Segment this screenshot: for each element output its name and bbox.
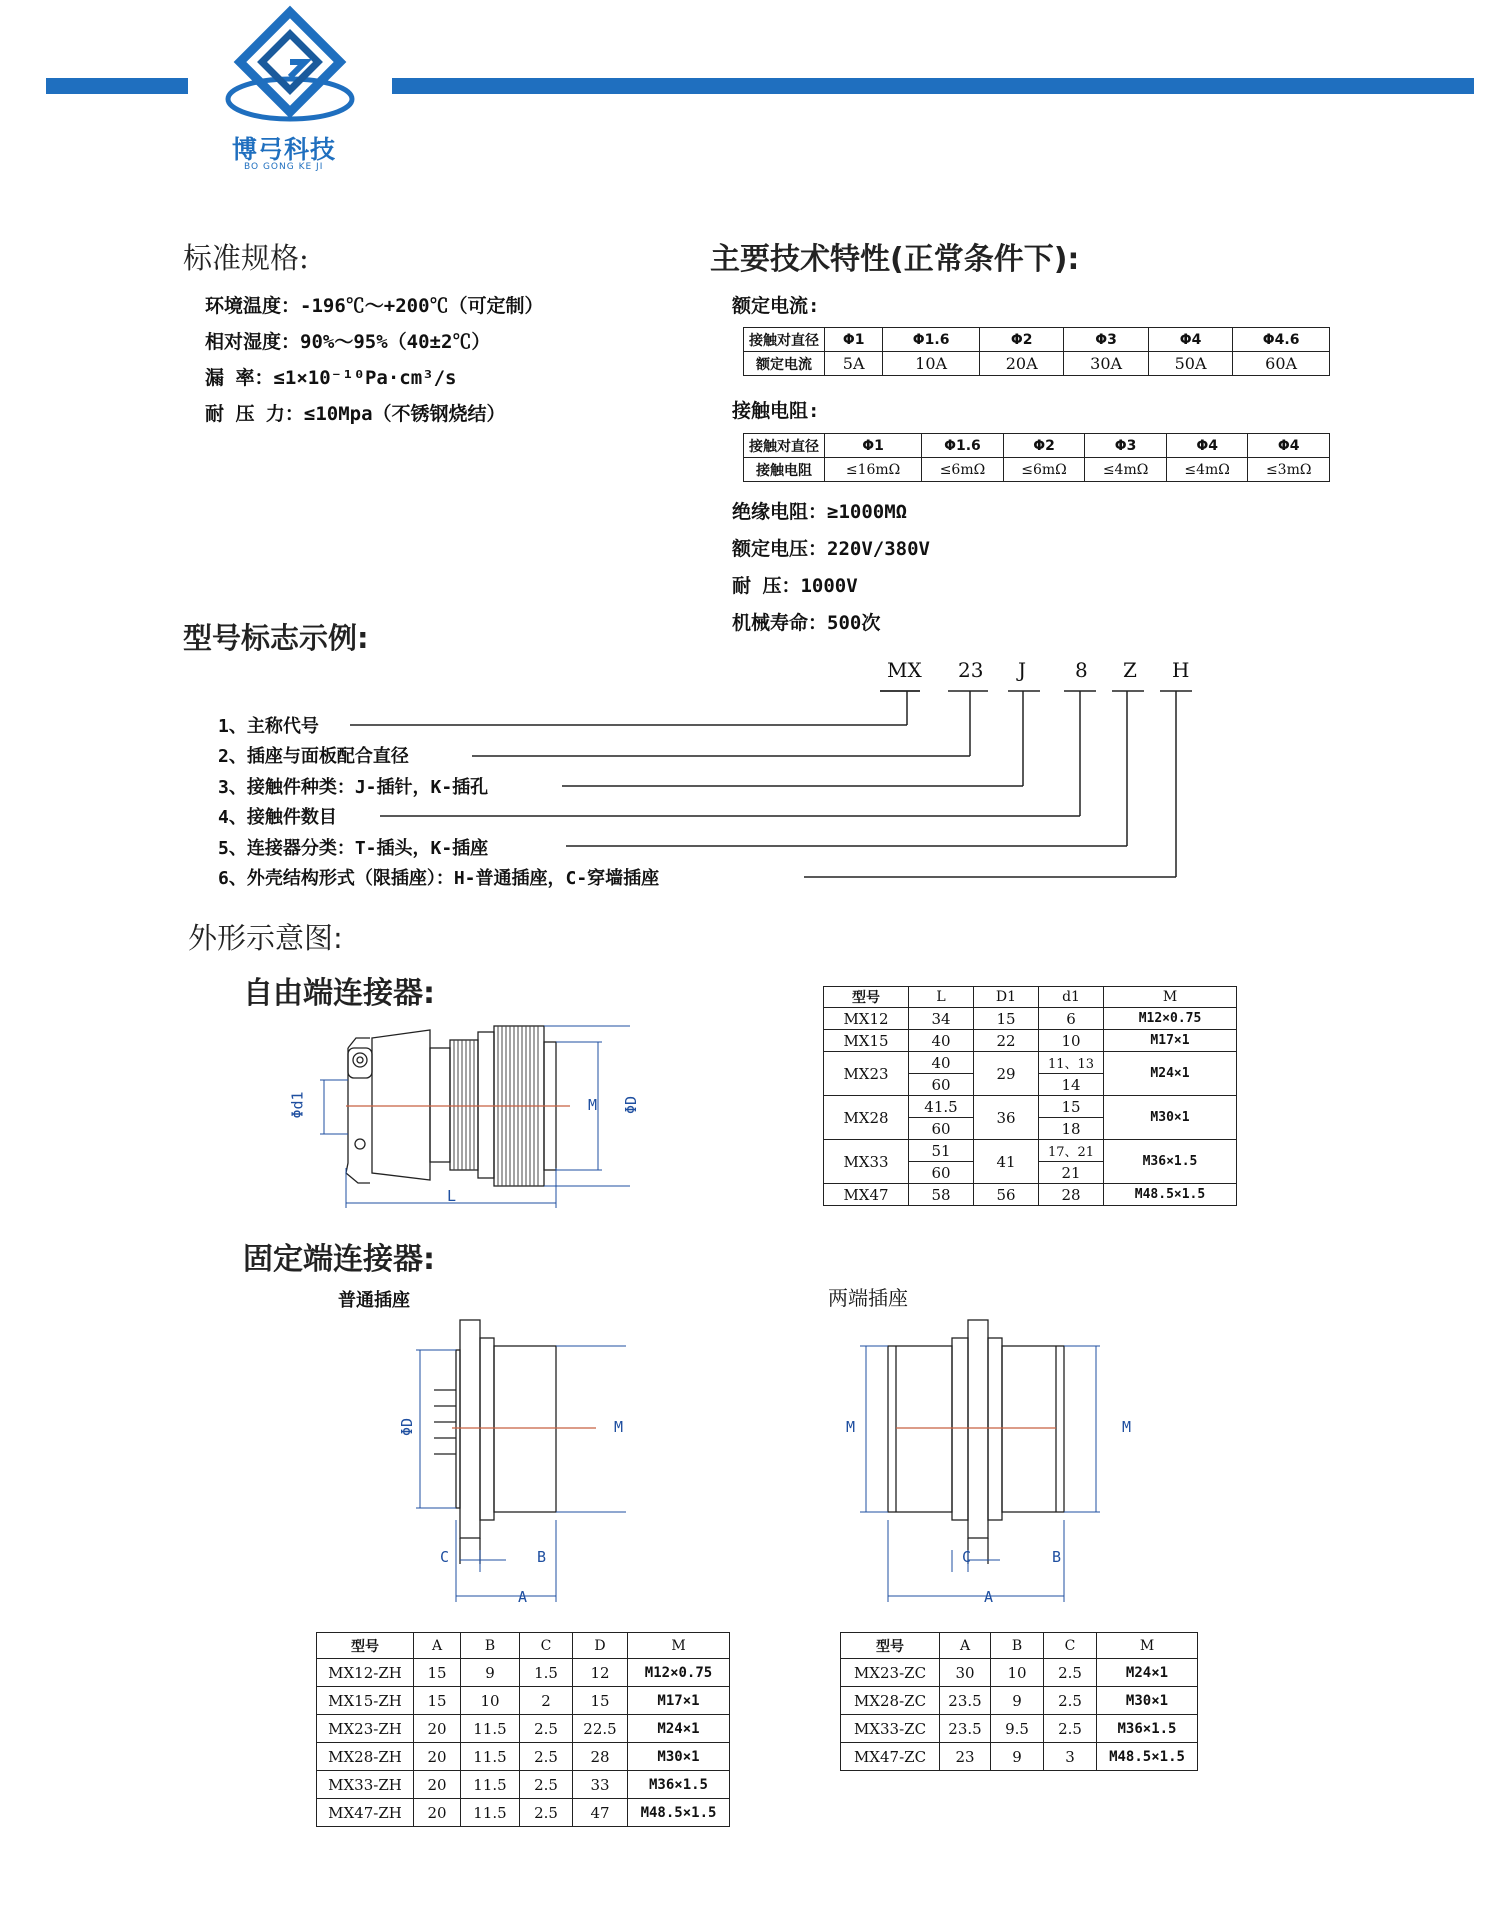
table-cell: 60 xyxy=(909,1074,974,1096)
current-table xyxy=(743,327,1330,376)
table-cell: 11.5 xyxy=(461,1715,520,1743)
wall-socket-label: 两端插座 xyxy=(828,1286,908,1310)
dim-label-B: B xyxy=(1052,1548,1062,1566)
tech-title: 主要技术特性(正常条件下): xyxy=(710,242,1080,277)
table-row xyxy=(824,1140,1237,1162)
table-cell: 40 xyxy=(909,1030,974,1052)
table-cell: MX28-ZC xyxy=(841,1687,940,1715)
table-header: L xyxy=(909,987,974,1008)
dim-label-A: A xyxy=(984,1588,994,1606)
table-cell: 11.5 xyxy=(461,1743,520,1771)
table-cell: 2.5 xyxy=(1044,1687,1097,1715)
model-item: 3、接触件种类：J-插针，K-插孔 xyxy=(218,776,489,798)
tech-prop: 绝缘电阻：≥1000MΩ xyxy=(732,501,908,523)
table-cell: 60A xyxy=(1233,352,1330,376)
table-cell: 21 xyxy=(1039,1162,1104,1184)
dim-label-C: C xyxy=(962,1548,972,1566)
table-cell: 23 xyxy=(940,1743,991,1771)
table-cell: 额定电流 xyxy=(744,352,825,376)
table-cell: 34 xyxy=(909,1008,974,1030)
table-cell: MX47-ZH xyxy=(317,1799,414,1827)
free-connector-table xyxy=(823,986,1237,1206)
table-cell: MX15 xyxy=(824,1030,909,1052)
dim-label-C: C xyxy=(440,1548,450,1566)
model-code: J xyxy=(1018,658,1027,682)
table-cell: 11、13 xyxy=(1039,1052,1104,1074)
dim-label-D: ΦD xyxy=(622,1095,641,1115)
table-cell: M36×1.5 xyxy=(628,1771,730,1799)
standard-item: 漏 率：≤1×10⁻¹⁰Pa·cm³/s xyxy=(205,367,457,389)
table-cell: Φ1 xyxy=(825,434,922,458)
logo xyxy=(210,4,370,179)
table-cell: M30×1 xyxy=(1104,1096,1237,1140)
header-bar-right xyxy=(392,78,1474,94)
table-cell: Φ2 xyxy=(979,328,1063,352)
table-cell: MX33 xyxy=(824,1140,909,1184)
zh-socket-table xyxy=(316,1632,730,1827)
dim-label-M: M xyxy=(846,1418,856,1436)
table-cell: 40 xyxy=(909,1052,974,1074)
table-cell: MX23-ZC xyxy=(841,1659,940,1687)
table-row xyxy=(841,1743,1198,1771)
table-cell: 10 xyxy=(461,1687,520,1715)
table-cell: 30A xyxy=(1064,352,1148,376)
table-cell: ≤6mΩ xyxy=(1003,458,1085,482)
table-cell: 6 xyxy=(1039,1008,1104,1030)
table-cell: 28 xyxy=(573,1743,628,1771)
table-cell: 28 xyxy=(1039,1184,1104,1206)
dim-label-M: M xyxy=(588,1096,598,1114)
normal-socket-label: 普通插座 xyxy=(338,1290,410,1311)
table-cell: MX15-ZH xyxy=(317,1687,414,1715)
table-header: D1 xyxy=(974,987,1039,1008)
table-cell: Φ4 xyxy=(1166,434,1248,458)
table-cell: 18 xyxy=(1039,1118,1104,1140)
model-code: Z xyxy=(1123,658,1137,682)
table-header: B xyxy=(461,1633,520,1659)
table-cell: MX47-ZC xyxy=(841,1743,940,1771)
table-cell: 51 xyxy=(909,1140,974,1162)
table-cell: Φ3 xyxy=(1064,328,1148,352)
table-cell: 3 xyxy=(1044,1743,1097,1771)
table-cell: 2 xyxy=(520,1687,573,1715)
table-cell: 2.5 xyxy=(1044,1715,1097,1743)
table-cell: MX23-ZH xyxy=(317,1715,414,1743)
table-row xyxy=(841,1659,1198,1687)
free-connector-title: 自由端连接器: xyxy=(243,976,435,1011)
table-header: C xyxy=(1044,1633,1097,1659)
table-cell: Φ1.6 xyxy=(922,434,1004,458)
table-cell: ≤16mΩ xyxy=(825,458,922,482)
table-cell: 15 xyxy=(573,1687,628,1715)
table-cell: 12 xyxy=(573,1659,628,1687)
standard-item: 环境温度：-196℃～+200℃（可定制） xyxy=(205,295,544,317)
free-connector-drawing xyxy=(290,1018,630,1213)
zc-socket-table xyxy=(840,1632,1198,1771)
model-item: 2、插座与面板配合直径 xyxy=(218,746,409,768)
table-cell: M12×0.75 xyxy=(628,1659,730,1687)
table-cell: 10A xyxy=(883,352,980,376)
table-cell: Φ4 xyxy=(1148,328,1232,352)
table-cell: 29 xyxy=(974,1052,1039,1096)
dim-label-M: M xyxy=(1122,1418,1132,1436)
table-cell: Φ4.6 xyxy=(1233,328,1330,352)
table-header: M xyxy=(628,1633,730,1659)
table-cell: 2.5 xyxy=(520,1799,573,1827)
table-cell: 20A xyxy=(979,352,1063,376)
table-header: B xyxy=(991,1633,1044,1659)
table-cell: 23.5 xyxy=(940,1687,991,1715)
model-code: H xyxy=(1172,658,1190,682)
table-cell: 接触对直径 xyxy=(744,434,825,458)
model-item: 5、连接器分类：T-插头，K-插座 xyxy=(218,837,489,859)
table-cell: 9 xyxy=(991,1743,1044,1771)
dim-label-d1: Φd1 xyxy=(288,1091,307,1119)
logo-name-cn: 博弓科技 xyxy=(232,135,337,164)
table-cell: M17×1 xyxy=(1104,1030,1237,1052)
table-row xyxy=(317,1743,730,1771)
table-cell: Φ2 xyxy=(1003,434,1085,458)
table-row xyxy=(317,1771,730,1799)
table-header: M xyxy=(1097,1633,1198,1659)
table-cell: ≤6mΩ xyxy=(922,458,1004,482)
standards-list xyxy=(205,292,565,428)
table-cell: 58 xyxy=(909,1184,974,1206)
table-row xyxy=(317,1799,730,1827)
table-cell: 60 xyxy=(909,1162,974,1184)
standard-item: 耐 压 力：≤10Mpa（不锈钢烧结） xyxy=(205,403,506,425)
table-cell: 56 xyxy=(974,1184,1039,1206)
table-cell: M30×1 xyxy=(1097,1687,1198,1715)
table-header: 型号 xyxy=(317,1633,414,1659)
table-cell: 20 xyxy=(414,1771,461,1799)
table-cell: M24×1 xyxy=(628,1715,730,1743)
table-cell: 10 xyxy=(1039,1030,1104,1052)
table-cell: 20 xyxy=(414,1799,461,1827)
table-cell: Φ1.6 xyxy=(883,328,980,352)
table-cell: 15 xyxy=(414,1659,461,1687)
standard-item: 相对湿度：90%～95%（40±2℃） xyxy=(205,331,491,353)
table-cell: 20 xyxy=(414,1743,461,1771)
table-cell: M12×0.75 xyxy=(1104,1008,1237,1030)
table-cell: ≤3mΩ xyxy=(1248,458,1330,482)
contact-resistance-label: 接触电阻: xyxy=(732,400,820,422)
table-cell: 11.5 xyxy=(461,1799,520,1827)
table-cell: 50A xyxy=(1148,352,1232,376)
table-cell: 41 xyxy=(974,1140,1039,1184)
table-cell: 10 xyxy=(991,1659,1044,1687)
table-header: A xyxy=(414,1633,461,1659)
table-header: A xyxy=(940,1633,991,1659)
table-cell: MX33-ZH xyxy=(317,1771,414,1799)
table-row xyxy=(317,1715,730,1743)
table-cell: MX33-ZC xyxy=(841,1715,940,1743)
table-cell: 15 xyxy=(1039,1096,1104,1118)
standards-title: 标准规格: xyxy=(183,241,309,275)
dim-label-B: B xyxy=(537,1548,547,1566)
table-cell: MX28-ZH xyxy=(317,1743,414,1771)
normal-socket-drawing xyxy=(396,1310,626,1610)
table-cell: 20 xyxy=(414,1715,461,1743)
table-cell: 15 xyxy=(974,1008,1039,1030)
table-cell: 11.5 xyxy=(461,1771,520,1799)
table-header: C xyxy=(520,1633,573,1659)
table-cell: 41.5 xyxy=(909,1096,974,1118)
table-row xyxy=(317,1659,730,1687)
table-cell: 2.5 xyxy=(520,1743,573,1771)
model-code: 23 xyxy=(958,658,984,682)
model-item: 4、接触件数目 xyxy=(218,807,337,829)
model-title: 型号标志示例: xyxy=(183,621,369,655)
model-items xyxy=(218,712,659,894)
table-cell: ≤4mΩ xyxy=(1166,458,1248,482)
table-cell: 5A xyxy=(825,352,883,376)
table-cell: Φ3 xyxy=(1085,434,1167,458)
table-cell: 30 xyxy=(940,1659,991,1687)
logo-mark-icon xyxy=(210,4,370,129)
table-cell: 47 xyxy=(573,1799,628,1827)
table-cell: 接触电阻 xyxy=(744,458,825,482)
table-row xyxy=(824,1030,1237,1052)
tech-prop: 耐 压：1000V xyxy=(732,575,858,597)
table-cell: M24×1 xyxy=(1097,1659,1198,1687)
table-row xyxy=(824,1052,1237,1074)
table-cell: 17、21 xyxy=(1039,1140,1104,1162)
table-cell: 60 xyxy=(909,1118,974,1140)
header-bar-left xyxy=(46,78,188,94)
table-cell: ≤4mΩ xyxy=(1085,458,1167,482)
table-header: 型号 xyxy=(841,1633,940,1659)
table-cell: M24×1 xyxy=(1104,1052,1237,1096)
table-cell: M17×1 xyxy=(628,1687,730,1715)
table-cell: 2.5 xyxy=(520,1715,573,1743)
table-cell: 22.5 xyxy=(573,1715,628,1743)
dim-label-L: L xyxy=(447,1187,457,1205)
table-cell: 9 xyxy=(991,1687,1044,1715)
table-cell: 9 xyxy=(461,1659,520,1687)
dim-label-A: A xyxy=(518,1588,528,1606)
table-cell: 14 xyxy=(1039,1074,1104,1096)
table-cell: 33 xyxy=(573,1771,628,1799)
table-cell: 2.5 xyxy=(520,1771,573,1799)
table-cell: Φ4 xyxy=(1248,434,1330,458)
table-row xyxy=(317,1687,730,1715)
table-cell: M36×1.5 xyxy=(1104,1140,1237,1184)
table-cell: 9.5 xyxy=(991,1715,1044,1743)
table-cell: MX28 xyxy=(824,1096,909,1140)
model-item: 1、主称代号 xyxy=(218,716,319,737)
table-cell: M48.5×1.5 xyxy=(1097,1743,1198,1771)
table-cell: MX12-ZH xyxy=(317,1659,414,1687)
table-cell: 23.5 xyxy=(940,1715,991,1743)
table-header: D xyxy=(573,1633,628,1659)
wall-socket-drawing xyxy=(860,1310,1140,1610)
table-cell: 15 xyxy=(414,1687,461,1715)
rated-current-label: 额定电流: xyxy=(732,295,820,317)
tech-props xyxy=(732,494,930,642)
resistance-table xyxy=(743,433,1330,482)
table-cell: M48.5×1.5 xyxy=(628,1799,730,1827)
table-cell: 1.5 xyxy=(520,1659,573,1687)
fixed-connector-title: 固定端连接器: xyxy=(243,1242,435,1277)
table-cell: MX23 xyxy=(824,1052,909,1096)
dim-label-D: ΦD xyxy=(398,1417,417,1437)
table-header: d1 xyxy=(1039,987,1104,1008)
table-cell: MX12 xyxy=(824,1008,909,1030)
table-row xyxy=(824,1184,1237,1206)
logo-name-en: BO GONG KE JI xyxy=(244,162,324,172)
table-row xyxy=(824,1096,1237,1118)
table-cell: M30×1 xyxy=(628,1743,730,1771)
table-row xyxy=(841,1715,1198,1743)
table-header: M xyxy=(1104,987,1237,1008)
table-row xyxy=(824,1008,1237,1030)
model-item: 6、外壳结构形式（限插座）：H-普通插座，C-穿墙插座 xyxy=(218,868,660,890)
model-code: MX xyxy=(887,658,922,682)
table-cell: 36 xyxy=(974,1096,1039,1140)
table-cell: 22 xyxy=(974,1030,1039,1052)
table-cell: MX47 xyxy=(824,1184,909,1206)
table-cell: 接触对直径 xyxy=(744,328,825,352)
table-row xyxy=(841,1687,1198,1715)
tech-prop: 机械寿命：500次 xyxy=(732,612,881,634)
table-cell: 2.5 xyxy=(1044,1659,1097,1687)
outline-title: 外形示意图: xyxy=(188,921,343,955)
model-code: 8 xyxy=(1075,658,1088,682)
dim-label-M: M xyxy=(614,1418,624,1436)
table-cell: Φ1 xyxy=(825,328,883,352)
tech-prop: 额定电压：220V/380V xyxy=(732,538,930,560)
table-header: 型号 xyxy=(824,987,909,1008)
table-cell: M36×1.5 xyxy=(1097,1715,1198,1743)
table-cell: M48.5×1.5 xyxy=(1104,1184,1237,1206)
